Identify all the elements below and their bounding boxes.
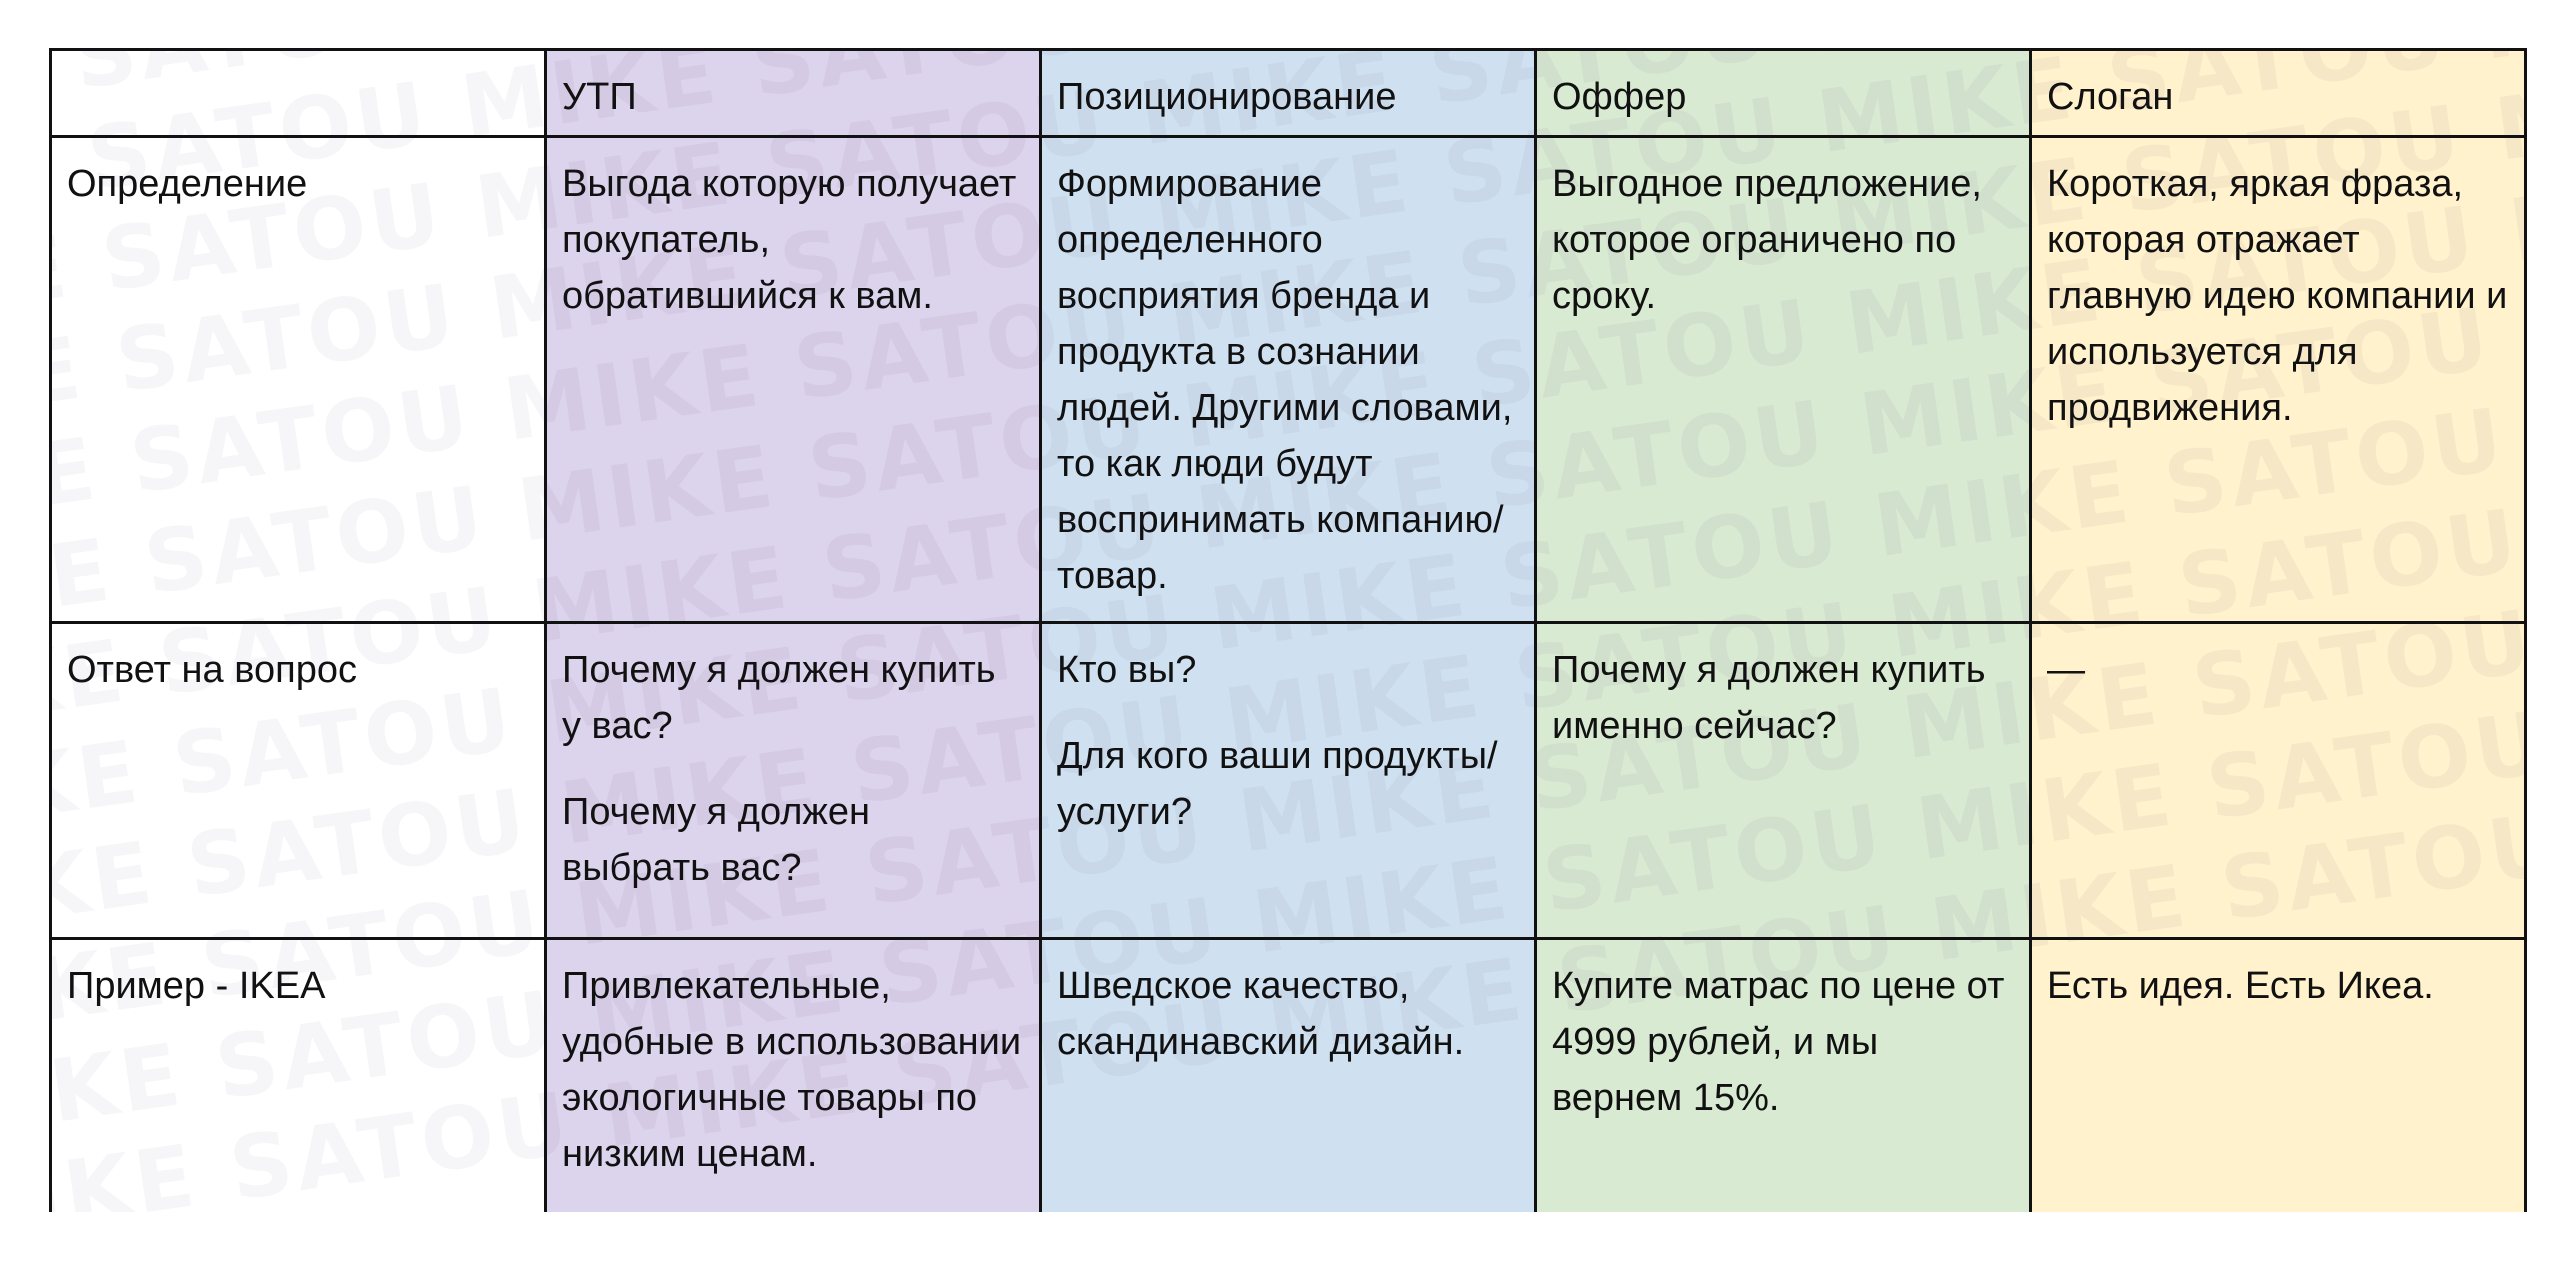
cell-paragraph: — — [2047, 649, 2085, 691]
cell-paragraph: Есть идея. Есть Икеа. — [2047, 965, 2434, 1007]
cell-paragraph: Выгодное предложение, которое ограничено по сроку. — [1552, 163, 1982, 317]
header-cell-utp: УТП — [546, 50, 1041, 137]
cell-definition-offer — [1536, 137, 2031, 623]
header-cell-positioning: Позиционирование — [1041, 50, 1536, 137]
cell-paragraph: Привлекательные, удобные в использовании экологичные товары по низким ценам. — [562, 965, 1022, 1175]
cell-example-utp — [546, 939, 1041, 1213]
row-label-answer: Ответ на вопрос — [51, 623, 546, 939]
cell-paragraph: Для кого ваши продукты/услуги? — [1057, 735, 1498, 833]
header-cell-slogan: Слоган — [2031, 50, 2526, 137]
comparison-table — [49, 48, 2527, 1212]
comparison-table-wrapper — [49, 48, 2527, 1212]
row-label-example: Пример - IKEA — [51, 939, 546, 1213]
cell-example-slogan — [2031, 939, 2526, 1213]
cell-definition-positioning — [1041, 137, 1536, 623]
cell-definition-utp — [546, 137, 1041, 623]
cell-answer-offer — [1536, 623, 2031, 939]
cell-paragraph: Короткая, яркая фраза, которая отражает главную идею компании и используется для продвижения. — [2047, 163, 2508, 429]
row-label-definition: Определение — [51, 137, 546, 623]
cell-paragraph: Почему я должен купить у вас? — [562, 649, 996, 747]
cell-paragraph: Купите матрас по цене от 4999 рублей, и мы вернем 15%. — [1552, 965, 2005, 1119]
cell-paragraph: Выгода которую получает покупатель, обратившийся к вам. — [562, 163, 1017, 317]
cell-example-offer — [1536, 939, 2031, 1213]
cell-answer-utp — [546, 623, 1041, 939]
cell-paragraph: Почему я должен купить именно сейчас? — [1552, 649, 1986, 747]
table-row-definition — [51, 137, 2526, 623]
cell-answer-positioning — [1041, 623, 1536, 939]
header-cell-offer: Оффер — [1536, 50, 2031, 137]
table-row-example — [51, 939, 2526, 1213]
cell-paragraph: Шведское качество, скандинавский дизайн. — [1057, 965, 1465, 1063]
cell-paragraph: Почему я должен выбрать вас? — [562, 791, 870, 889]
table-header-row — [51, 50, 2526, 137]
table-row-answer — [51, 623, 2526, 939]
cell-example-positioning — [1041, 939, 1536, 1213]
header-cell-empty — [51, 50, 546, 137]
cell-paragraph: Формирование определенного восприятия бренда и продукта в сознании людей. Другими словами, то как люди будут воспринимать компанию/товар. — [1057, 163, 1513, 597]
cell-definition-slogan — [2031, 137, 2526, 623]
cell-paragraph: Кто вы? — [1057, 649, 1197, 691]
cell-answer-slogan — [2031, 623, 2526, 939]
